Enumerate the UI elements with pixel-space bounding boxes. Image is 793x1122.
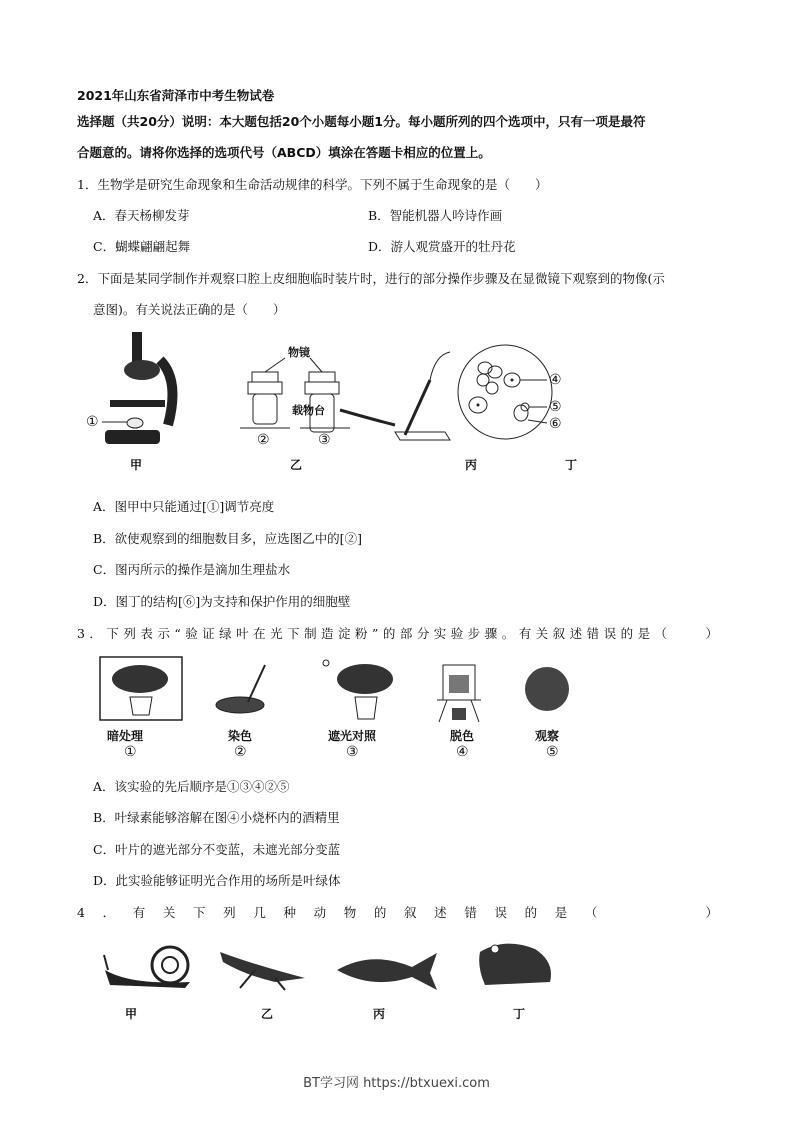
- q3-option-d: D．此实验能够证明光合作用的场所是叶绿体: [93, 873, 341, 888]
- question-2-stem-line2: 意图)。有关说法正确的是（ ）: [93, 302, 286, 317]
- caption-dark-treatment: 暗处理: [107, 729, 144, 743]
- q2-figure: [80, 330, 700, 480]
- caption-animal-jia: 甲: [125, 1007, 138, 1021]
- q1-option-c: C．蝴蝶翩翩起舞: [93, 239, 191, 254]
- plant-light-figure: [320, 657, 410, 727]
- section-instructions-line1: 选择题（共20分）说明：本大题包括20个小题每小题1分。每小题所列的四个选项中，只有一项是最符: [77, 114, 646, 129]
- caption-decolor: 脱色: [450, 729, 475, 743]
- caption-animal-yi: 乙: [261, 1007, 274, 1021]
- caption-yi: 乙: [290, 458, 303, 472]
- q3-option-a: A．该实验的先后顺序是①③④②⑤: [93, 779, 290, 794]
- section-instructions-line2: 合题意的。请将你选择的选项代号（ABCD）填涂在答题卡相应的位置上。: [77, 145, 491, 160]
- label-4: ④: [549, 372, 562, 388]
- plant-dark-figure: [100, 657, 190, 722]
- label-2: ②: [257, 432, 270, 448]
- caption-observe: 观察: [535, 729, 560, 743]
- microscope-figure: [80, 330, 200, 450]
- q4-figure: [95, 935, 555, 1025]
- caption-ding: 丁: [565, 458, 578, 472]
- label-5: ⑤: [549, 399, 562, 415]
- caption-bing: 丙: [465, 458, 478, 472]
- dropper-figure: [335, 350, 455, 450]
- q1-option-a: A．春天杨柳发芽: [93, 208, 190, 223]
- decolor-beaker-figure: [435, 660, 495, 730]
- q2-option-c: C．图丙所示的操作是滴加生理盐水: [93, 562, 291, 577]
- step-1: ①: [124, 744, 137, 760]
- snail-figure: [100, 940, 195, 990]
- grasshopper-figure: [215, 940, 315, 990]
- label-3: ③: [318, 432, 331, 448]
- q3-option-b: B．叶绿素能够溶解在图④小烧杯内的酒精里: [93, 810, 340, 825]
- question-3-stem: 3．下列表示“验证绿叶在光下制造淀粉”的部分实验步骤。有关叙述错误的是（ ）: [77, 626, 718, 641]
- caption-shading: 遮光对照: [328, 729, 377, 743]
- step-3: ③: [346, 744, 359, 760]
- label-stage: 载物台: [292, 404, 325, 417]
- page-title: 2021年山东省菏泽市中考生物试卷: [77, 88, 275, 103]
- label-6: ⑥: [549, 416, 562, 432]
- cells-view-figure: [455, 340, 565, 450]
- q1-option-b: B．智能机器人吟诗作画: [368, 208, 503, 223]
- label-objective: 物镜: [288, 346, 310, 359]
- label-1: ①: [86, 414, 99, 430]
- step-5: ⑤: [546, 744, 559, 760]
- q2-option-b: B．欲使观察到的细胞数目多，应选图乙中的[②]: [93, 531, 362, 546]
- q1-option-d: D．游人观赏盛开的牡丹花: [368, 239, 516, 254]
- step-2: ②: [234, 744, 247, 760]
- fish-figure: [332, 945, 442, 1000]
- q2-option-d: D．图丁的结构[⑥]为支持和保护作用的细胞壁: [93, 594, 351, 609]
- frog-figure: [475, 937, 565, 992]
- step-4: ④: [456, 744, 469, 760]
- footer-watermark: BT学习网 https://btxuexi.com: [303, 1076, 490, 1091]
- caption-animal-bing: 丙: [373, 1007, 386, 1021]
- petri-dish-figure: [215, 660, 275, 720]
- q3-option-c: C．叶片的遮光部分不变蓝，未遮光部分变蓝: [93, 842, 341, 857]
- caption-animal-ding: 丁: [513, 1007, 526, 1021]
- caption-staining: 染色: [228, 729, 253, 743]
- q3-figure: [95, 655, 595, 765]
- question-4-stem: 4．有关下列几种动物的叙述错误的是（ ）: [77, 905, 718, 920]
- caption-jia: 甲: [130, 458, 143, 472]
- q2-option-a: A．图甲中只能通过[①]调节亮度: [93, 499, 275, 514]
- question-2-stem-line1: 2．下面是某同学制作并观察口腔上皮细胞临时装片时，进行的部分操作步骤及在显微镜下观察到的物像(示: [77, 271, 665, 286]
- leaf-figure: [523, 665, 573, 715]
- question-1-stem: 1．生物学是研究生命现象和生命活动规律的科学。下列不属于生命现象的是（ ）: [77, 177, 548, 192]
